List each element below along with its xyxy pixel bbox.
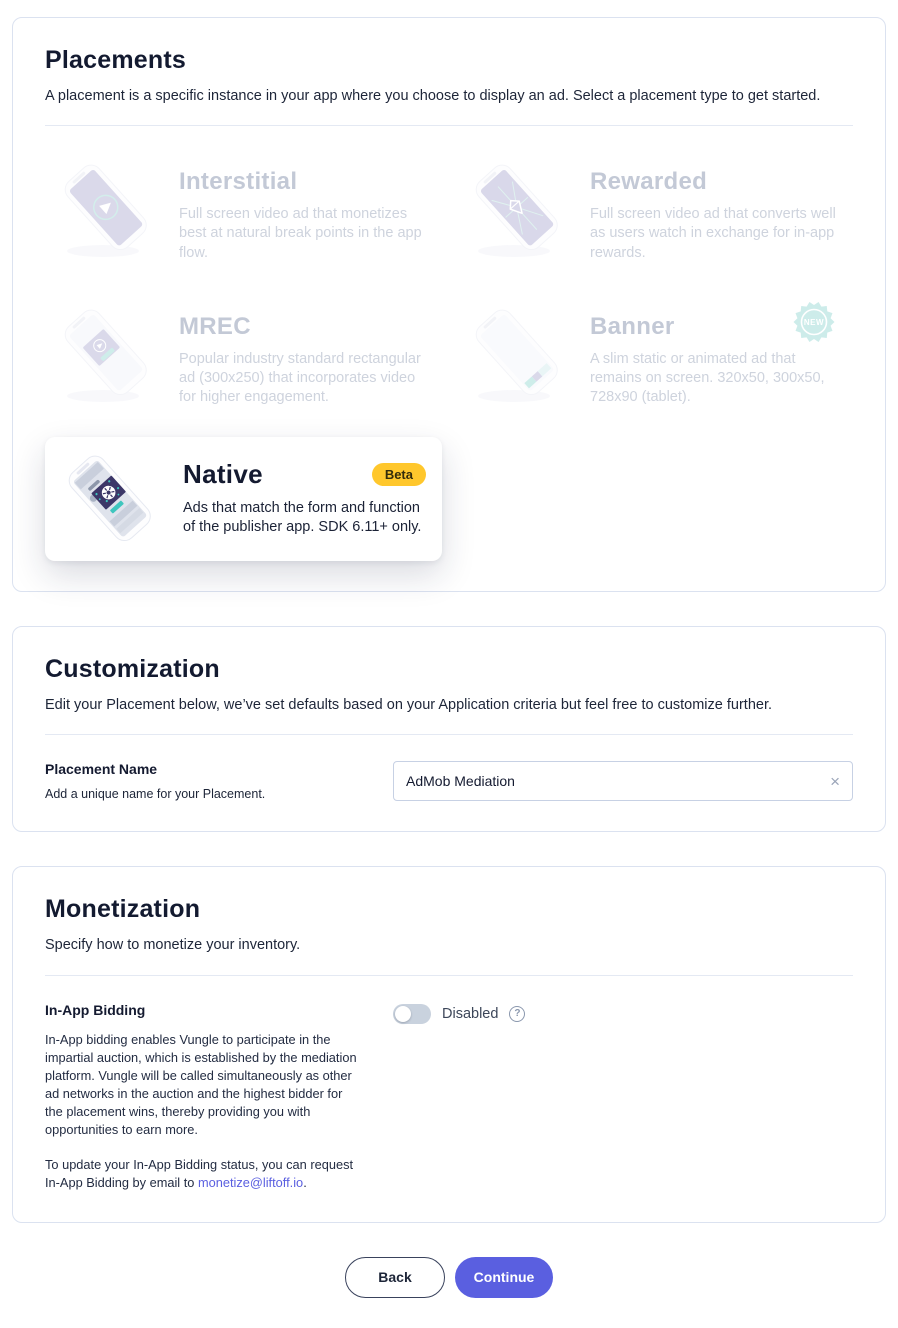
toggle-state-label: Disabled (442, 1005, 499, 1022)
continue-button[interactable]: Continue (455, 1257, 553, 1298)
divider (45, 734, 853, 735)
placement-description: Ads that match the form and function of the publisher app. SDK 6.11+ only. (183, 500, 422, 536)
placement-name-label: Placement Name (45, 761, 158, 778)
placement-option-interstitial[interactable] (45, 148, 442, 270)
monetize-email-link[interactable]: monetize@liftoff.io (197, 1174, 304, 1190)
in-app-bidding-toggle[interactable] (393, 1004, 431, 1024)
rewarded-phone-icon (456, 156, 576, 260)
monetization-title: Monetization (45, 895, 201, 924)
placement-label: Banner (590, 312, 675, 340)
clear-input-icon[interactable]: × (830, 771, 840, 791)
mrec-phone-icon (45, 301, 165, 405)
new-badge-seal-icon (793, 301, 835, 343)
customization-card (12, 626, 886, 832)
beta-badge: Beta (372, 463, 426, 486)
interstitial-phone-icon (45, 156, 165, 260)
monetization-subtitle: Specify how to monetize your inventory. (45, 937, 301, 954)
placement-option-mrec[interactable] (45, 293, 442, 415)
placement-name-helper: Add a unique name for your Placement. (45, 787, 266, 802)
placement-label: Native (183, 459, 263, 490)
placement-description: Popular industry standard rectangular ad (300x250) that incorporates video for higher engagement. (179, 350, 421, 405)
placement-label: MREC (179, 312, 251, 340)
request-text: To update your In-App Bidding status, you can request In-App Bidding by email to (45, 1156, 354, 1190)
placement-name-input[interactable] (406, 773, 822, 789)
customization-subtitle: Edit your Placement below, we’ve set defaults based on your Application criteria but feel free to customize further. (45, 697, 773, 714)
placement-label: Rewarded (590, 168, 708, 196)
placement-option-banner[interactable] (456, 293, 853, 415)
help-icon[interactable]: ? (509, 1006, 525, 1022)
placement-type-grid (45, 148, 853, 561)
placement-label: Interstitial (179, 168, 298, 196)
new-badge-label: NEW (803, 317, 825, 327)
divider (45, 975, 853, 976)
placements-subtitle: A placement is a specific instance in your app where you choose to display an ad. Select a placement type to get started. (45, 88, 821, 104)
in-app-bidding-toggle-row (393, 1002, 853, 1024)
divider (45, 125, 853, 126)
in-app-bidding-description: In-App bidding enables Vungle to participate in the impartial auction, which is established by the mediation platform. Vungle will be called simultaneously as other ad networks in the auction and the highest bidder for the placement wins, thereby providing you with opportunities to earn more. (45, 1031, 357, 1138)
banner-phone-icon (456, 301, 576, 405)
in-app-bidding-row (45, 1002, 853, 1192)
in-app-bidding-request (45, 1156, 363, 1192)
placements-title: Placements (45, 46, 186, 74)
placement-name-input-wrap (393, 761, 853, 801)
placement-option-rewarded[interactable] (456, 148, 853, 270)
placement-description: A slim static or animated ad that remains on screen. 320x50, 300x50, 728x90 (tablet). (590, 350, 825, 405)
request-suffix: . (303, 1174, 307, 1190)
placement-description: Full screen video ad that converts well as users watch in exchange for in-app rewards. (590, 206, 836, 261)
placement-option-native[interactable] (45, 437, 442, 561)
customization-title: Customization (45, 655, 220, 684)
placement-name-row (45, 761, 853, 801)
monetization-card (12, 866, 886, 1223)
footer-actions (12, 1257, 886, 1298)
back-button[interactable]: Back (345, 1257, 445, 1298)
placements-card (12, 17, 886, 592)
toggle-knob (395, 1006, 411, 1022)
native-phone-icon (49, 447, 169, 551)
in-app-bidding-label: In-App Bidding (45, 1001, 146, 1018)
placement-description: Full screen video ad that monetizes best at natural break points in the app flow. (179, 206, 422, 261)
